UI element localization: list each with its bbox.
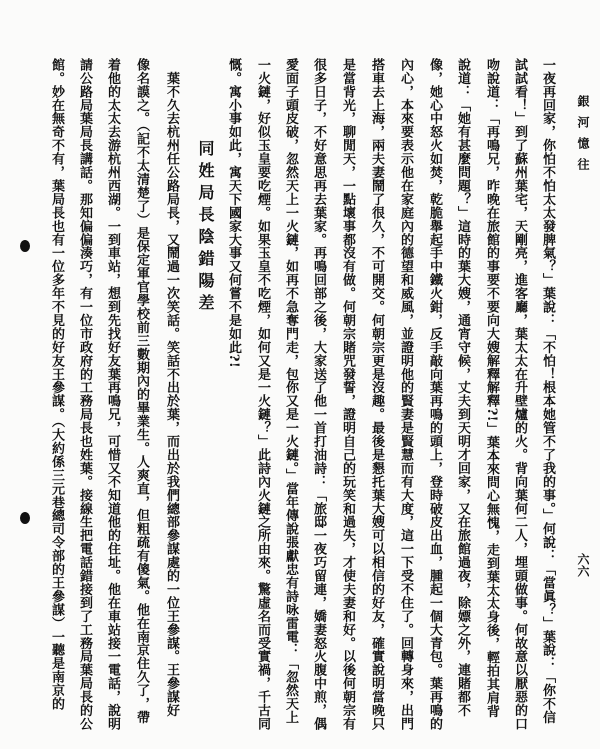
text-column: 試試看！」到了蘇州葉宅，天剛亮，進客廳，葉太太在升壁爐的火。背向葉何二人，埋頭做事。何故意以厭惡的口 [512, 58, 527, 731]
text-column: 葉不久去杭州任公路局長，又鬧過一次笑話。笑話不出於葉，而出於我們總部參謀處的一位王參謀。王參謀好 [164, 58, 179, 718]
text-column: 慨。寓小事如此，寓天下國家大事又何嘗不是如此?! [226, 58, 241, 369]
text-column: 是當背光，聊閒天，一點壞事都沒有做。何朝宗賭咒發誓，證明自己的玩笑和過失，才使夫妻和好。以後何朝宗有 [340, 58, 355, 731]
scan-blot [20, 512, 30, 524]
text-column: 一夜再回家，你怕不怕太太發脾氣？」葉說：「不怕！根本她管不了我的事。」何說：「當眞？」葉說：「你不信 [540, 58, 555, 724]
text-column: 像名謨之。（記不太清楚了）是保定軍官學校前三數期內的畢業生。人爽直，但粗疏有傻氣。他在南京住久了，帶 [134, 58, 149, 724]
text-column: 一火鏈，好似玉皇要吃煙。如果玉皇不吃煙，如何又是一火鏈？」此詩內火鏈之所由來。驚虛名而受實禍，千古同 [255, 58, 270, 731]
text-column: 內心，本來要表示他在家庭內的德望和威風，並證明他的賢妻是賢慧而有大度，這一下受不住了。回轉身來，出門 [398, 58, 413, 731]
running-header: 銀河憶往 [576, 95, 590, 179]
text-column: 愛面子頭皮破，忽然天上一火鏈，如再不急奪門走，包你又是一火鏈。」當年傳說張獻忠有詩咏雷電：「忽然天上 [283, 58, 298, 724]
scan-blot [20, 240, 30, 252]
text-column: 像，她心中怒火如焚，乾脆舉起手中鐵火鉗，反手敲向葉再鳴的頭上，登時破皮出血，腫起一個大青包。葉再鳴的 [427, 58, 442, 731]
section-title: 同姓局長陰錯陽差 [196, 140, 215, 316]
text-column: 很多日子，不好意思再去葉家。再鳴回部之後，大家送了他一首打油詩：「旅邸一夜巧留連，嬌妻怒火腹中煎，偶 [311, 58, 326, 731]
text-column: 搭車去上海，兩夫妻鬧了很久，不可開交。何朝宗更是沒趣。最後是懇托葉大嫂可以相信的好友，確實說明當晚只 [369, 58, 384, 731]
page-number: 六六 [576, 553, 590, 577]
text-column: 吻說道：「再鳴兄，昨晚在旅館的事要不要向大嫂解釋解釋?!」葉本來問心無愧，走到葉太太身後，輕拍其肩背 [484, 58, 499, 718]
text-column: 館。妙在無奇不有，葉局長也有一位多年不見的好友王參謀。（大約係三元巷總司令部的王參謀）一聽是南京的 [49, 58, 64, 711]
text-column: 着他的太太去游杭州西湖。一到車站，想到先找好友葉再鳴兄，可惜又不知道他的住址。他在車站接一電話，說明 [105, 58, 120, 731]
text-column: 請公路局葉局長講話。那知偏偏湊巧，有一位市政府的工務局長也姓葉。接線生把電話錯接到了工務局葉局長的公 [77, 58, 92, 731]
text-column: 說道：「她有甚麼問題？」這時的葉大嫂，通宵守候，丈夫到天明才回家，又在旅館過夜，除嫖之外，連賭都不 [455, 58, 470, 718]
